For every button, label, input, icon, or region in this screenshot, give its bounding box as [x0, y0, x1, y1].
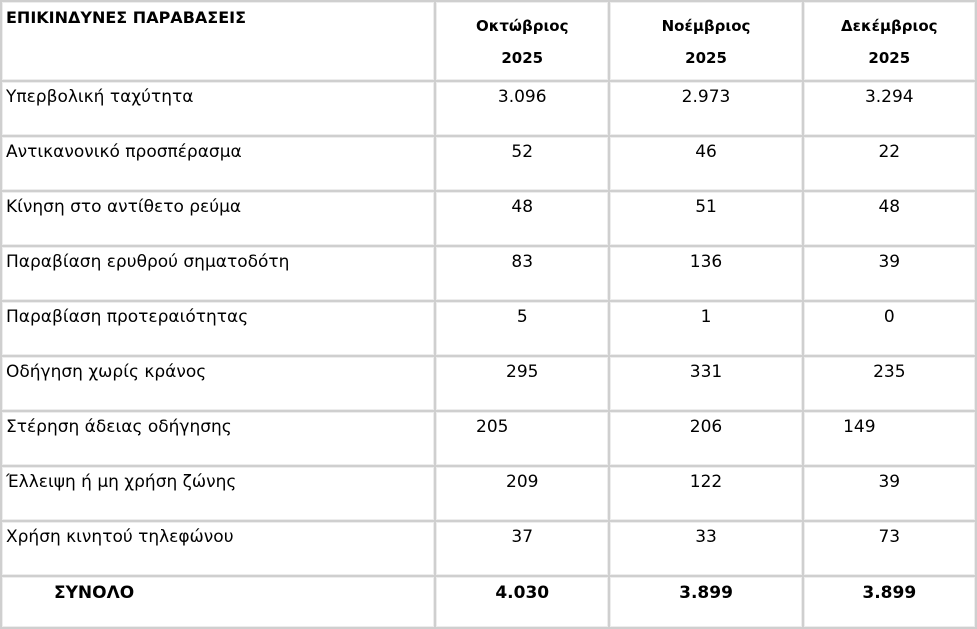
value-cell: 22 — [804, 137, 977, 192]
row-label: Έλλειψη ή μη χρήση ζώνης — [2, 467, 436, 522]
value-cell: 149 — [804, 412, 977, 467]
table-row — [2, 357, 977, 412]
value-cell: 48 — [436, 192, 610, 247]
value-cell: 37 — [436, 522, 610, 577]
table-row — [2, 247, 977, 302]
total-row — [2, 577, 977, 629]
value-cell: 3.096 — [436, 82, 610, 137]
value-cell: 73 — [804, 522, 977, 577]
value-cell: 3.294 — [804, 82, 977, 137]
header-title-cell — [2, 2, 436, 82]
row-label: Παραβίαση προτεραιότητας — [2, 302, 436, 357]
value-cell: 2.973 — [610, 82, 803, 137]
row-label: Οδήγηση χωρίς κράνος — [2, 357, 436, 412]
value-cell: 83 — [436, 247, 610, 302]
total-value-cell: 3.899 — [804, 577, 977, 629]
row-label: Παραβίαση ερυθρού σηματοδότη — [2, 247, 436, 302]
table-row — [2, 522, 977, 577]
row-label: Υπερβολική ταχύτητα — [2, 82, 436, 137]
total-label-cell — [2, 577, 436, 629]
total-value-cell: 4.030 — [436, 577, 610, 629]
month-label: Δεκέμβριος — [841, 17, 938, 35]
value-cell: 122 — [610, 467, 803, 522]
value-cell: 51 — [610, 192, 803, 247]
value-cell: 0 — [804, 302, 977, 357]
value-cell: 39 — [804, 467, 977, 522]
value-cell: 5 — [436, 302, 610, 357]
year-label: 2025 — [868, 49, 911, 67]
value-cell: 46 — [610, 137, 803, 192]
value-cell: 295 — [436, 357, 610, 412]
header-row — [2, 2, 977, 82]
table-title: ΕΠΙΚΙΝΔΥΝΕΣ ΠΑΡΑΒΑΣΕΙΣ — [6, 8, 247, 27]
year-label: 2025 — [685, 49, 727, 67]
value-cell: 235 — [804, 357, 977, 412]
header-month-cell — [436, 2, 610, 82]
table-row — [2, 192, 977, 247]
table-row — [2, 412, 977, 467]
table-row — [2, 302, 977, 357]
value-cell: 48 — [804, 192, 977, 247]
table-row — [2, 82, 977, 137]
value-cell: 52 — [436, 137, 610, 192]
row-label: Χρήση κινητού τηλεφώνου — [2, 522, 436, 577]
row-label: Κίνηση στο αντίθετο ρεύμα — [2, 192, 436, 247]
month-label: Οκτώβριος — [475, 17, 569, 35]
year-label: 2025 — [501, 49, 544, 67]
value-cell: 205 — [436, 412, 610, 467]
row-label: Αντικανονικό προσπέρασμα — [2, 137, 436, 192]
value-cell: 206 — [610, 412, 803, 467]
value-cell: 1 — [610, 302, 803, 357]
total-value-cell: 3.899 — [610, 577, 803, 629]
value-cell: 136 — [610, 247, 803, 302]
value-cell: 209 — [436, 467, 610, 522]
header-month-cell — [610, 2, 803, 82]
row-label: Στέρηση άδειας οδήγησης — [2, 412, 436, 467]
value-cell: 39 — [804, 247, 977, 302]
table-row — [2, 137, 977, 192]
table-row — [2, 467, 977, 522]
value-cell: 33 — [610, 522, 803, 577]
month-label: Νοέμβριος — [661, 17, 751, 35]
value-cell: 331 — [610, 357, 803, 412]
total-label: ΣΥΝΟΛΟ — [54, 583, 135, 603]
header-month-cell — [804, 2, 977, 82]
